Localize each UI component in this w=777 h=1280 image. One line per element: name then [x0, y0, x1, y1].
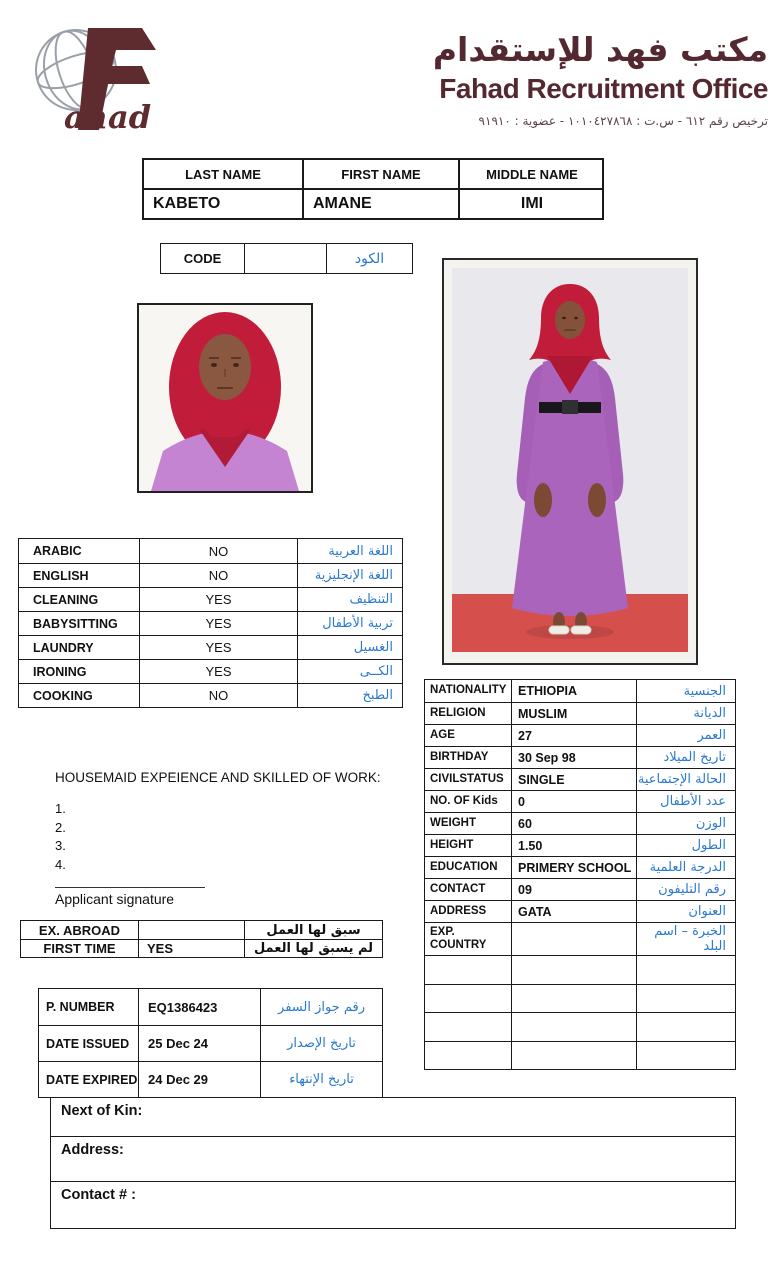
signature-label: Applicant signature [55, 891, 175, 907]
abroad-row [21, 939, 382, 957]
detail-value: ETHIOPIA [511, 680, 636, 702]
abroad-label: FIRST TIME [43, 941, 116, 956]
passport-table [38, 988, 383, 1098]
detail-label: EXP. COUNTRY [430, 925, 487, 951]
office-title-english: Fahad Recruitment Office [439, 73, 768, 104]
skill-label-arabic: الطبخ [297, 684, 401, 707]
detail-label-arabic [636, 1013, 734, 1041]
detail-label-arabic: الوزن [636, 813, 734, 834]
skill-label: ARABIC [33, 544, 82, 558]
first-name-header: FIRST NAME [302, 160, 458, 188]
left-sandal [549, 626, 569, 634]
details-row [425, 812, 735, 834]
middle-name-value: IMI [458, 190, 604, 218]
detail-value: MUSLIM [511, 703, 636, 724]
skill-label-arabic: اللغة الإنجليزية [297, 564, 401, 587]
skill-value: YES [139, 660, 297, 683]
logo-script-text: ahad [64, 98, 152, 136]
skills-row [19, 563, 402, 587]
details-row [425, 724, 735, 746]
skills-row [19, 635, 402, 659]
right-sandal [571, 626, 591, 634]
abroad-label-arabic: سبق لها العمل [244, 921, 382, 939]
detail-value [511, 985, 636, 1013]
details-row [425, 702, 735, 724]
detail-label-arabic: العنوان [636, 901, 734, 922]
abroad-table [20, 920, 383, 958]
passport-label: DATE EXPIRED [46, 1072, 138, 1087]
skill-label: LAUNDRY [33, 640, 94, 655]
kin-row [51, 1098, 735, 1136]
skill-value: NO [139, 539, 297, 563]
skills-row [19, 683, 402, 707]
office-title-arabic: مكتب فهد للإستقدام [432, 30, 768, 69]
passport-label-arabic: رقم جواز السفر [260, 989, 382, 1025]
details-row [425, 955, 735, 984]
details-row [425, 790, 735, 812]
abroad-label: EX. ABROAD [38, 922, 121, 938]
abroad-row [21, 921, 382, 939]
fahad-logo [28, 22, 168, 137]
passport-row [39, 989, 382, 1025]
passport-label: DATE ISSUED [46, 1036, 130, 1051]
detail-value: 27 [511, 725, 636, 746]
detail-label-arabic: العمر [636, 725, 734, 746]
abroad-label-arabic: لم يسبق لها العمل [244, 940, 382, 957]
name-value-row [144, 188, 602, 218]
details-row [425, 1012, 735, 1041]
detail-label: CIVILSTATUS [430, 772, 504, 785]
first-name-value: AMANE [302, 190, 458, 218]
detail-label-arabic: الدرجة العلمية [636, 857, 734, 878]
last-name-header: LAST NAME [185, 166, 261, 182]
kin-row [51, 1136, 735, 1181]
detail-label: EDUCATION [430, 860, 498, 873]
detail-value: GATA [511, 901, 636, 922]
experience-heading: HOUSEMAID EXPEIENCE AND SKILLED OF WORK: [55, 770, 381, 785]
name-header-row [144, 160, 602, 188]
details-row [425, 768, 735, 790]
passport-value: EQ1386423 [138, 989, 260, 1025]
detail-value: 0 [511, 791, 636, 812]
detail-value: 60 [511, 813, 636, 834]
skill-label: COOKING [33, 688, 93, 703]
detail-label: NATIONALITY [430, 684, 507, 697]
skill-label-arabic: التنظيف [297, 588, 401, 611]
skill-value: YES [139, 612, 297, 635]
detail-label-arabic: الحالة الإجتماعية [636, 769, 734, 790]
left-hand [534, 483, 552, 517]
code-label: CODE [183, 251, 222, 266]
experience-list [55, 800, 400, 874]
detail-value: SINGLE [511, 769, 636, 790]
right-hand [588, 483, 606, 517]
passport-value: 25 Dec 24 [138, 1026, 260, 1061]
skill-label: ENGLISH [33, 568, 89, 583]
detail-label: BIRTHDAY [430, 750, 489, 763]
skills-table [18, 538, 403, 708]
experience-item-1: 1. [55, 801, 66, 816]
license-line: ترخيص رقم ٦١٢ - س.ت : ١٠١٠٤٢٧٨٦٨ - عضوية : ٩١٩١٠ [478, 114, 768, 128]
signature-line [55, 887, 205, 888]
detail-value: 1.50 [511, 835, 636, 856]
detail-label-arabic: عدد الأطفال [636, 791, 734, 812]
passport-label: P. NUMBER [46, 1000, 115, 1014]
kin-label: Address: [61, 1142, 124, 1158]
detail-label [425, 956, 511, 984]
skill-label-arabic: اللغة العربية [297, 539, 401, 563]
fahad-logo-graphic [28, 22, 168, 137]
name-table [142, 158, 604, 220]
abroad-value: YES [138, 940, 244, 957]
detail-value [511, 1013, 636, 1041]
next-of-kin-table [50, 1097, 736, 1229]
detail-label: HEIGHT [430, 838, 474, 851]
skill-label-arabic: الكــى [297, 660, 401, 683]
skill-value: YES [139, 588, 297, 611]
skill-value: YES [139, 636, 297, 659]
details-table [424, 679, 736, 1070]
detail-label: RELIGION [430, 706, 486, 719]
code-value-field [244, 244, 326, 273]
detail-label-arabic: الخبرة – اسم البلد [636, 923, 734, 955]
passport-row [39, 1061, 382, 1097]
detail-label-arabic: رقم التليفون [636, 879, 734, 900]
passport-value: 24 Dec 29 [138, 1062, 260, 1097]
face-shape [199, 334, 251, 400]
detail-value: 09 [511, 879, 636, 900]
kin-row [51, 1181, 735, 1228]
details-row [425, 834, 735, 856]
detail-label-arabic: الديانة [636, 703, 734, 724]
last-name-value: KABETO [153, 195, 221, 212]
detail-label-arabic: الجنسية [636, 680, 734, 702]
experience-item-3: 3. [55, 838, 66, 853]
detail-value [511, 923, 636, 955]
detail-label-arabic: تاريخ الميلاد [636, 747, 734, 768]
code-label-arabic: الكود [326, 244, 412, 273]
detail-label [425, 1013, 511, 1041]
detail-label-arabic [636, 985, 734, 1013]
kin-label: Next of Kin: [61, 1103, 143, 1119]
detail-label: ADDRESS [430, 904, 487, 917]
kin-label: Contact # : [61, 1187, 136, 1203]
skills-row [19, 659, 402, 683]
skill-value: NO [139, 564, 297, 587]
abroad-value [138, 921, 244, 939]
skill-label: IRONING [33, 664, 87, 679]
detail-value [511, 956, 636, 984]
header [428, 28, 768, 128]
detail-value: 30 Sep 98 [511, 747, 636, 768]
detail-label: CONTACT [430, 882, 486, 895]
details-row [425, 900, 735, 922]
skill-label: CLEANING [33, 592, 99, 607]
experience-item-4: 4. [55, 856, 66, 872]
detail-label-arabic [636, 956, 734, 984]
face-shape [555, 301, 585, 339]
detail-label [425, 985, 511, 1013]
skill-label: BABYSITTING [33, 616, 118, 631]
applicant-fulllength-photo [442, 258, 698, 665]
skill-value: NO [139, 684, 297, 707]
applicant-portrait-photo [137, 303, 313, 493]
skills-row [19, 611, 402, 635]
detail-label: AGE [430, 728, 455, 741]
experience-section [55, 770, 400, 907]
details-row [425, 680, 735, 702]
passport-row [39, 1025, 382, 1061]
skill-label-arabic: تربية الأطفال [297, 612, 401, 635]
skill-label-arabic: الغسيل [297, 636, 401, 659]
details-row [425, 856, 735, 878]
experience-item-2: 2. [55, 819, 66, 835]
passport-label-arabic: تاريخ الإصدار [260, 1026, 382, 1061]
skills-row [19, 539, 402, 563]
skills-row [19, 587, 402, 611]
code-row [161, 244, 412, 273]
details-row [425, 746, 735, 768]
detail-value: PRIMERY SCHOOL [511, 857, 636, 878]
detail-label-arabic [636, 1042, 734, 1070]
detail-label: WEIGHT [430, 816, 476, 829]
detail-value [511, 1042, 636, 1070]
detail-label: NO. OF Kids [430, 794, 498, 807]
details-row [425, 984, 735, 1013]
detail-label [425, 1042, 511, 1070]
middle-name-header: MIDDLE NAME [458, 160, 604, 188]
code-table [160, 243, 413, 274]
details-row [425, 878, 735, 900]
detail-label-arabic: الطول [636, 835, 734, 856]
details-row [425, 922, 735, 955]
details-row [425, 1041, 735, 1070]
passport-label-arabic: تاريخ الإنتهاء [260, 1062, 382, 1097]
